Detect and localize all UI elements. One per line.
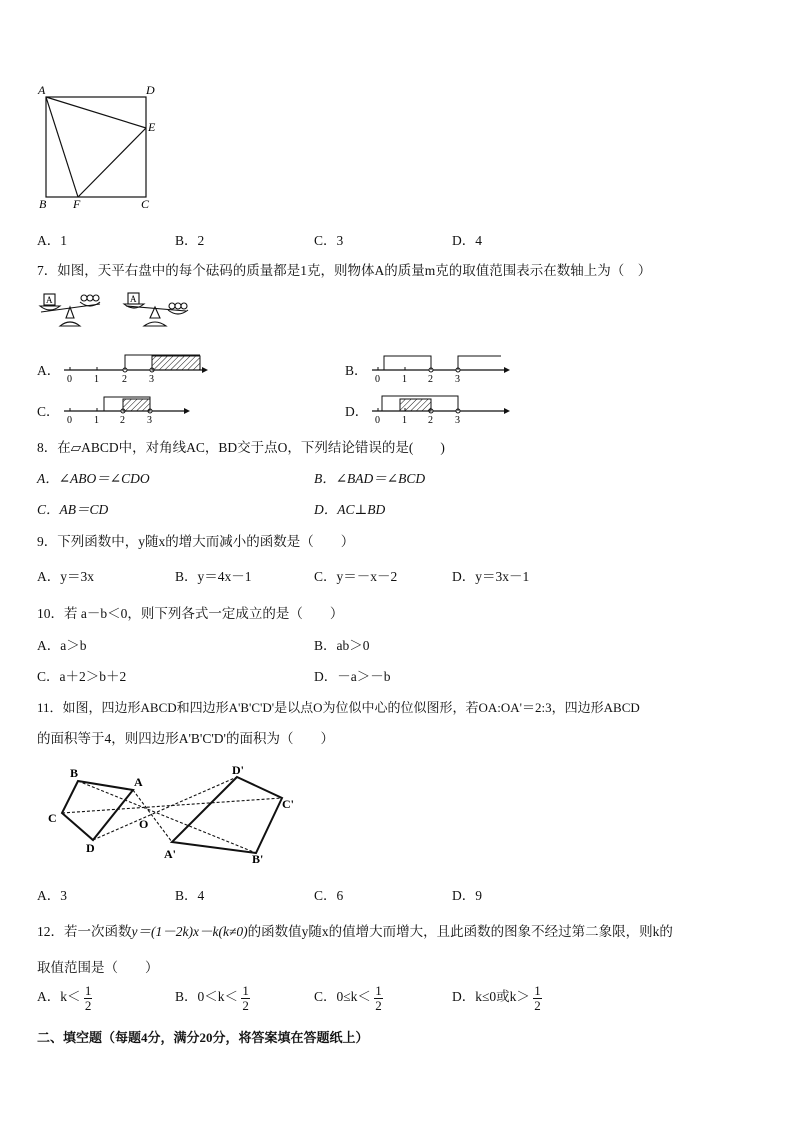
q7-balance1-label: A — [46, 295, 53, 305]
q6-label-c: C — [141, 197, 150, 211]
q6-option-a: A．1 — [37, 233, 67, 248]
q7d-tick-1: 1 — [402, 415, 407, 426]
q7a-tick-2: 2 — [122, 374, 127, 385]
q8-option-c: C．AB＝CD — [37, 502, 109, 517]
q10-option-b: B．ab＞0 — [314, 638, 370, 653]
q7-numberline-c — [60, 391, 200, 427]
q11-label-b2: B' — [252, 852, 264, 865]
q11-option-c: C．6 — [314, 888, 344, 903]
q11-label-c: C — [48, 811, 57, 825]
q12-option-d-fraction — [533, 984, 542, 1012]
q7c-tick-3: 3 — [147, 415, 152, 426]
q7b-tick-0: 0 — [375, 374, 380, 385]
q9-option-b: B．y＝4x－1 — [175, 569, 252, 584]
q6-option-d: D．4 — [452, 233, 482, 248]
q12-option-d-text: D．k≤0或k＞ — [452, 989, 530, 1005]
q12-d-den: 2 — [534, 997, 541, 1013]
q6-label-d: D — [146, 83, 155, 97]
q6-option-b: B．2 — [175, 233, 205, 248]
q12-c-den: 2 — [375, 997, 382, 1013]
q6-figure — [30, 80, 170, 215]
q11-option-a: A．3 — [37, 888, 67, 903]
q12-stem-line1 — [37, 920, 673, 940]
q9-option-c: C．y＝－x－2 — [314, 569, 398, 584]
q7a-tick-3: 3 — [149, 374, 154, 385]
q10-stem: 10．若 a－b＜0，则下列各式一定成立的是（ ） — [37, 606, 344, 621]
q7-option-a-letter: A． — [37, 363, 61, 378]
q8-option-b: B．∠BAD＝∠BCD — [314, 471, 426, 486]
q7b-tick-1: 1 — [402, 374, 407, 385]
q12-option-b-text: B．0＜k＜ — [175, 989, 239, 1005]
q12-option-a — [37, 984, 92, 1012]
q12-option-a-fraction — [84, 984, 93, 1012]
q10-option-a: A．a＞b — [37, 638, 87, 653]
q9-stem: 9．下列函数中，y随x的增大而减小的函数是（ ） — [37, 534, 355, 549]
q12-option-b-fraction — [241, 984, 250, 1012]
q12-option-c-fraction — [374, 984, 383, 1012]
q12-option-c — [314, 984, 383, 1012]
q7-numberline-b — [368, 350, 518, 386]
q6-option-c: C．3 — [314, 233, 344, 248]
q7c-tick-2: 2 — [120, 415, 125, 426]
q12-a-den: 2 — [84, 997, 92, 1013]
section-2-heading: 二、填空题（每题4分，满分20分，将答案填在答题纸上） — [37, 1030, 369, 1045]
q11-label-a: A — [134, 775, 143, 789]
q7-option-d-letter: D． — [345, 404, 369, 419]
q11-label-b: B — [70, 766, 79, 780]
q10-option-d: D．－a＞－b — [314, 669, 391, 684]
q11-label-a2: A' — [164, 847, 176, 861]
q12-stem-line2: 取值范围是（ ） — [37, 960, 159, 975]
q11-option-b: B．4 — [175, 888, 205, 903]
q7-numberline-a — [60, 350, 210, 386]
q6-label-f: F — [73, 197, 81, 211]
q12-a-num: 1 — [84, 983, 92, 998]
q6-label-a: A — [38, 83, 46, 97]
q7-option-b-letter: B． — [345, 363, 368, 378]
q11-stem-line1: 11．如图，四边形ABCD和四边形A'B'C'D'是以点O为位似中心的位似图形，若OA:OA'＝2:3，四边形ABCD — [37, 700, 640, 715]
q7-balance-figure — [38, 290, 198, 335]
q6-label-e: E — [148, 120, 156, 134]
q12-option-c-text: C．0≤k＜ — [314, 989, 371, 1005]
q7d-tick-3: 3 — [455, 415, 460, 426]
q7c-tick-0: 0 — [67, 415, 72, 426]
q12-formula: y＝(1－2k)x－k(k≠0) — [131, 924, 248, 939]
q7d-tick-2: 2 — [428, 415, 433, 426]
q7-stem: 7．如图，天平右盘中的每个砝码的质量都是1克，则物体A的质量m克的取值范围表示在数轴上为（ ） — [37, 263, 652, 278]
q7-balance2-label: A — [130, 294, 137, 304]
q7d-tick-0: 0 — [375, 415, 380, 426]
q11-option-d: D．9 — [452, 888, 482, 903]
q11-label-d2: D' — [232, 763, 244, 777]
q11-label-c2: C' — [282, 797, 294, 811]
q12-stem-prefix: 12．若一次函数 — [37, 924, 132, 939]
q12-option-b — [175, 984, 250, 1012]
q7-option-c-letter: C． — [37, 404, 60, 419]
q12-c-num: 1 — [375, 983, 382, 998]
q12-d-num: 1 — [534, 983, 541, 998]
q12-option-d — [452, 984, 542, 1012]
q11-figure — [42, 760, 304, 865]
q12-option-a-text: A．k＜ — [37, 989, 81, 1005]
q8-stem: 8．在▱ABCD中，对角线AC，BD交于点O，下列结论错误的是( ) — [37, 440, 445, 455]
q7b-tick-2: 2 — [428, 374, 433, 385]
q7-numberline-d — [368, 391, 518, 427]
q11-label-d: D — [86, 841, 95, 855]
q10-option-c: C．a＋2＞b＋2 — [37, 669, 127, 684]
q12-b-num: 1 — [242, 983, 249, 998]
q7a-tick-1: 1 — [94, 374, 99, 385]
q11-stem-line2: 的面积等于4，则四边形A'B'C'D'的面积为（ ） — [37, 731, 334, 746]
q9-option-d: D．y＝3x－1 — [452, 569, 530, 584]
q7b-tick-3: 3 — [455, 374, 460, 385]
q8-option-d: D．AC⊥BD — [314, 502, 386, 517]
q7c-tick-1: 1 — [94, 415, 99, 426]
q12-b-den: 2 — [242, 997, 249, 1013]
q12-stem-suffix: 的函数值y随x的值增大而增大，且此函数的图象不经过第二象限，则k的 — [247, 924, 673, 939]
q9-option-a: A．y＝3x — [37, 569, 94, 584]
q11-label-o: O — [139, 817, 149, 831]
q6-label-b: B — [39, 197, 47, 211]
q7a-tick-0: 0 — [67, 374, 72, 385]
q8-option-a: A．∠ABO＝∠CDO — [37, 471, 150, 486]
